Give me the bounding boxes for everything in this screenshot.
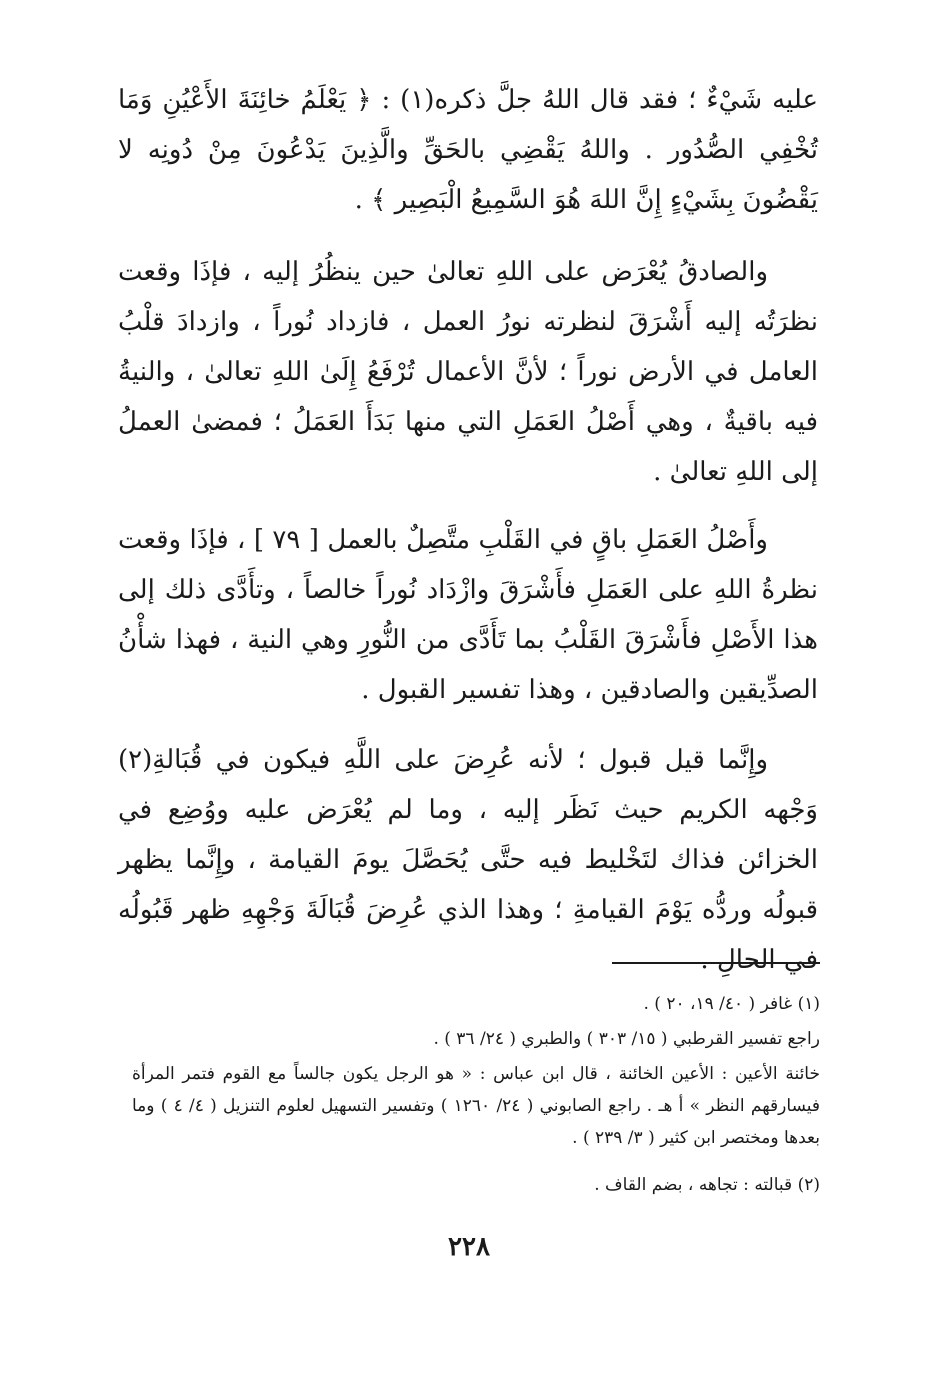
footnote-1-explanation: خائنة الأعين : الأعين الخائنة ، قال ابن عباس : « هو الرجل يكون جالساً مع القوم فتمر المرأة فيسارقهم النظر » أ هـ . راجع الصابوني ( ٢٤/ ١٢٦٠ ) وتفسير التسهيل لعلوم التنزيل ( ٤/ ٤ ) وما بعدها ومختصر ابن كثير ( ٣/ ٢٣٩ ) . bbox=[132, 1064, 820, 1148]
paragraph-text: عليه شَيْءٌ ؛ فقد قال اللهُ جلَّ ذكره(١) : ﴿ يَعْلَمُ خائِنَةَ الأَعْيُنِ وَمَا تُخْفِي الصُّدُور . واللهُ يَقْضِي بالحَقِّ والَّذِينَ يَدْعُونَ مِنْ دُونِه لا يَقْضُونَ بِشَيْءٍ إِنَّ اللهَ هُوَ السَّمِيعُ الْبَصِير ﴾ . bbox=[118, 85, 818, 215]
footnote-1-reference: راجع تفسير القرطبي ( ١٥/ ٣٠٣ ) والطبري ( ٢٤/ ٣٦ ) . bbox=[433, 1029, 820, 1049]
paragraph-text: وأَصْلُ العَمَلِ باقٍ في القَلْبِ متَّصِلٌ بالعمل [ ٧٩ ] ، فإذَا وقعت نظرةُ اللهِ على العَمَلِ فأَشْرَقَ وازْدَاد نُوراً خالصاً ، وتأَدَّى ذلك إلى هذا الأَصْلِ فأَشْرَقَ القَلْبُ بما تَأَدَّى من النُّورِ وهي النية ، فهذا شأْنُ الصدِّيقين والصادقين ، وهذا تفسير القبول . bbox=[118, 525, 818, 705]
page-number: ٢٢٨ bbox=[448, 1232, 490, 1262]
footnote-1: (١) غافر ( ٤٠/ ١٩، ٢٠ ) . bbox=[643, 994, 820, 1014]
paragraph-sadiq bbox=[118, 247, 818, 497]
paragraph-asl-al-amal bbox=[118, 515, 818, 715]
paragraph-text: والصادقُ يُعْرَض على اللهِ تعالىٰ حين ينظُرُ إليه ، فإذَا وقعت نظرَتُه إليه أَشْرَقَ لنظرته نورُ العمل ، فازداد نُوراً ، وازدادَ قلْبُ العامل في الأرض نوراً ؛ لأنَّ الأعمال تُرْفَعُ إِلَىٰ اللهِ تعالىٰ ، والنيةُ فيه باقيةٌ ، وهي أَصْلُ العَمَلِ التي منها بَدَأَ العَمَلُ ؛ فمضىٰ العملُ إلى اللهِ تعالىٰ . bbox=[118, 257, 818, 487]
paragraph-qabul bbox=[118, 735, 818, 985]
footnote-2: (٢) قبالته : تجاهه ، بضم القاف . bbox=[594, 1175, 820, 1195]
footnote-separator bbox=[612, 962, 820, 964]
paragraph-continuation bbox=[118, 75, 818, 225]
paragraph-text: وإِنَّما قيل قبول ؛ لأنه عُرِضَ على اللَّهِ فيكون في قُبَالةِ(٢) وَجْهه الكريم حيث نَظَر إليه ، وما لم يُعْرَض عليه ووُضِع في الخزائن فذاك لتَخْليط فيه حتَّى يُحَصَّلَ يومَ القيامة ، وإِنَّما يظهر قبولُه وردُّه يَوْمَ القيامةِ ؛ وهذا الذي عُرِضَ قُبَالَةَ وَجْهِهِ ظهر قَبُولُه في الحالِ . bbox=[118, 745, 818, 975]
